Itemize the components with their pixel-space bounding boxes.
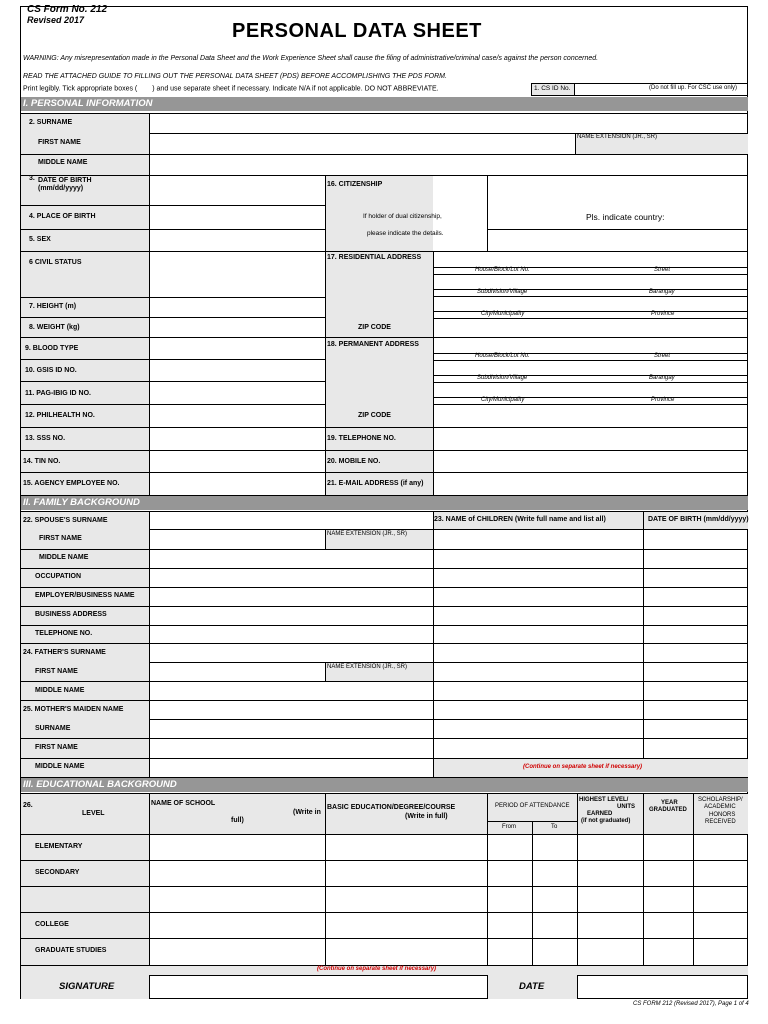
form-number: CS Form No. 212 — [27, 4, 108, 15]
pagibig-label: 11. PAG-IBIG ID NO. — [25, 390, 91, 397]
mother-first-name-label: FIRST NAME — [35, 744, 78, 751]
dob-number: 3. — [29, 175, 35, 182]
surname-field[interactable] — [150, 114, 748, 133]
gsis-field[interactable] — [150, 360, 325, 381]
father-middle-name-field[interactable] — [150, 682, 433, 700]
sex-field[interactable] — [150, 230, 325, 251]
dual-citizenship-text-2: please indicate the details. — [367, 230, 444, 237]
cs-id-note: (Do not fill up. For CSC use only) — [649, 85, 738, 91]
secondary-row-fields[interactable] — [150, 861, 748, 886]
agency-employee-label: 15. AGENCY EMPLOYEE NO. — [23, 480, 120, 487]
telephone-field[interactable] — [434, 428, 748, 450]
height-label: 7. HEIGHT (m) — [29, 303, 77, 310]
spouse-name-ext-label: NAME EXTENSION (JR., SR) — [327, 531, 408, 537]
country-field[interactable] — [488, 230, 748, 251]
school-header: NAME OF SCHOOL — [151, 800, 216, 807]
spouse-telephone-label: TELEPHONE NO. — [35, 630, 93, 637]
email-field[interactable] — [434, 473, 748, 495]
education-continue-note: (Continue on separate sheet if necessary) — [317, 966, 437, 972]
residential-zip-label: ZIP CODE — [358, 324, 391, 331]
year-graduated-header-2: GRADUATED — [649, 807, 687, 813]
blood-type-label: 9. BLOOD TYPE — [25, 345, 79, 352]
page-1-form — [20, 6, 748, 999]
civil-status-label: 6 CIVIL STATUS — [29, 259, 82, 266]
permanent-address-label: 18. PERMANENT ADDRESS — [327, 341, 419, 348]
section-educational-background: III. EDUCATIONAL BACKGROUND — [21, 778, 748, 792]
period-header: PERIOD OF ATTENDANCE — [495, 803, 570, 809]
father-first-name-field[interactable] — [150, 663, 325, 681]
scholarship-header-3: HONORS — [709, 812, 736, 818]
mother-surname-label: SURNAME — [35, 725, 71, 732]
permanent-zip-label: ZIP CODE — [358, 412, 391, 419]
highest-level-header-4: (if not graduated) — [581, 818, 631, 824]
pob-field[interactable] — [150, 206, 325, 229]
business-address-field[interactable] — [150, 607, 433, 625]
signature-label: SIGNATURE — [59, 981, 115, 992]
tin-label: 14. TIN NO. — [23, 458, 61, 465]
cs-id-label: 1. CS ID No. — [534, 85, 571, 92]
signature-field[interactable] — [150, 976, 487, 999]
indicate-country-label: Pls. indicate country: — [586, 212, 665, 222]
employer-field[interactable] — [150, 588, 433, 606]
subdivision-label: Subdivision/Village — [477, 375, 528, 381]
date-label: DATE — [519, 981, 545, 992]
philhealth-field[interactable] — [150, 405, 325, 427]
permanent-zip-field[interactable] — [434, 405, 748, 427]
dob-format: (mm/dd/yyyy) — [38, 185, 84, 192]
barangay-label: Barangay — [649, 289, 675, 295]
province-label: Province — [651, 397, 675, 403]
civil-status-field[interactable] — [150, 252, 325, 297]
street-label: Street — [654, 267, 671, 273]
tin-field[interactable] — [150, 451, 325, 472]
elementary-row-fields[interactable] — [150, 835, 748, 860]
father-surname-label: 24. FATHER'S SURNAME — [23, 649, 106, 656]
email-label: 21. E-MAIL ADDRESS (if any) — [327, 480, 424, 487]
sex-label: 5. SEX — [29, 236, 51, 243]
print-legibly-text: Print legibly. Tick appropriate boxes ( ) and use separate sheet if necessary. Indicate N/A if not applicable. DO NOT ABBREVIATE. — [23, 85, 439, 93]
height-field[interactable] — [150, 298, 325, 317]
spouse-surname-label: 22. SPOUSE'S SURNAME — [23, 517, 108, 524]
father-middle-name-label: MIDDLE NAME — [35, 687, 85, 694]
children-continue-note: (Continue on separate sheet if necessary) — [523, 764, 643, 770]
education-level-column — [21, 834, 149, 965]
from-header: From — [502, 824, 516, 830]
house-label: House/Block/Lot No. — [475, 353, 530, 359]
education-header-row — [21, 793, 748, 834]
section-personal-information: I. PERSONAL INFORMATION — [21, 97, 748, 111]
mother-first-name-field[interactable] — [150, 739, 433, 758]
first-name-field[interactable] — [150, 134, 575, 154]
dob-label: DATE OF BIRTH — [38, 177, 92, 184]
father-surname-field[interactable] — [150, 644, 433, 662]
name-extension-label: NAME EXTENSION (JR., SR) — [577, 134, 658, 140]
mother-middle-name-label: MIDDLE NAME — [35, 763, 85, 770]
vocational-row-fields[interactable] — [150, 887, 748, 912]
to-header: To — [551, 824, 558, 830]
scholarship-header-2: ACADEMIC — [704, 804, 736, 810]
street-label: Street — [654, 353, 671, 359]
revised-label: Revised 2017 — [27, 15, 85, 25]
scholarship-header-4: RECEIVED — [705, 819, 736, 825]
level-secondary: SECONDARY — [35, 869, 80, 876]
school-full: full) — [231, 817, 244, 824]
level-graduate-studies: GRADUATE STUDIES — [35, 947, 107, 954]
spouse-middle-name-field[interactable] — [150, 550, 433, 568]
sss-field[interactable] — [150, 428, 325, 450]
subdivision-label: Subdivision/Village — [477, 289, 528, 295]
label-column-mid — [325, 175, 433, 495]
tick-box — [141, 85, 148, 92]
spouse-telephone-field[interactable] — [150, 626, 433, 643]
blood-type-field[interactable] — [150, 338, 325, 359]
business-address-label: BUSINESS ADDRESS — [35, 611, 107, 618]
mother-middle-name-field[interactable] — [150, 759, 433, 777]
citizenship-field[interactable] — [488, 176, 748, 229]
city-label: City/Municipality — [481, 311, 525, 317]
section-family-background: II. FAMILY BACKGROUND — [21, 496, 748, 510]
spouse-first-name-label: FIRST NAME — [39, 535, 82, 542]
employer-label: EMPLOYER/BUSINESS NAME — [35, 592, 135, 599]
level-elementary: ELEMENTARY — [35, 843, 83, 850]
children-label: 23. NAME of CHILDREN (Write full name and list all) — [434, 516, 606, 523]
agency-employee-field[interactable] — [150, 473, 325, 495]
child-dob-label: DATE OF BIRTH (mm/dd/yyyy) — [648, 516, 749, 523]
date-field[interactable] — [578, 976, 748, 999]
scholarship-header-1: SCHOLARSHIP/ — [698, 797, 743, 803]
middle-name-label: MIDDLE NAME — [38, 159, 88, 166]
mother-maiden-label: 25. MOTHER'S MAIDEN NAME — [23, 706, 124, 713]
middle-name-field[interactable] — [150, 155, 748, 175]
mother-surname-field[interactable] — [150, 720, 433, 738]
residential-address-label: 17. RESIDENTIAL ADDRESS — [327, 254, 422, 261]
pob-label: 4. PLACE OF BIRTH — [29, 213, 96, 220]
pagibig-field[interactable] — [150, 382, 325, 404]
year-graduated-header-1: YEAR — [661, 800, 678, 806]
read-guide-text: READ THE ATTACHED GUIDE TO FILLING OUT THE PERSONAL DATA SHEET (PDS) BEFORE ACCOMPLISHING THE PDS FORM. — [23, 73, 447, 80]
spouse-surname-field[interactable] — [150, 512, 433, 529]
highest-level-header-2: UNITS — [617, 804, 635, 810]
page-title: PERSONAL DATA SHEET — [232, 20, 482, 42]
level-college: COLLEGE — [35, 921, 69, 928]
first-name-label: FIRST NAME — [38, 139, 81, 146]
weight-field[interactable] — [150, 318, 325, 337]
education-number: 26. — [23, 802, 33, 809]
occupation-label: OCCUPATION — [35, 573, 82, 580]
highest-level-header-1: HIGHEST LEVEL/ — [579, 797, 629, 803]
highest-level-header-3: EARNED — [587, 811, 613, 817]
father-name-ext-label: NAME EXTENSION (JR., SR) — [327, 664, 408, 670]
telephone-label: 19. TELEPHONE NO. — [327, 435, 396, 442]
mobile-field[interactable] — [434, 451, 748, 472]
father-first-name-label: FIRST NAME — [35, 668, 78, 675]
occupation-field[interactable] — [150, 569, 433, 587]
college-row-fields[interactable] — [150, 913, 748, 938]
spouse-first-name-field[interactable] — [150, 530, 325, 549]
residential-zip-field[interactable] — [434, 319, 748, 337]
house-label: House/Block/Lot No. — [475, 267, 530, 273]
gsis-label: 10. GSIS ID NO. — [25, 367, 77, 374]
course-header: BASIC EDUCATION/DEGREE/COURSE — [327, 804, 456, 811]
dob-field[interactable] — [150, 176, 325, 205]
school-write-in: (Write in — [293, 809, 321, 816]
sss-label: 13. SSS NO. — [25, 435, 66, 442]
graduate-studies-row-fields[interactable] — [150, 939, 748, 965]
dual-citizenship-text-1: If holder of dual citizenship, — [363, 213, 442, 220]
philhealth-label: 12. PHILHEALTH NO. — [25, 412, 95, 419]
barangay-label: Barangay — [649, 375, 675, 381]
warning-text: WARNING: Any misrepresentation made in the Personal Data Sheet and the Work Experience Sheet shall cause the filing of administrative/criminal case/s against the person concerned. — [23, 55, 599, 62]
course-write-in: (Write in full) — [405, 813, 448, 820]
page-footer-note: CS FORM 212 (Revised 2017), Page 1 of 4 — [633, 1001, 749, 1007]
mobile-label: 20. MOBILE NO. — [327, 458, 381, 465]
citizenship-label: 16. CITIZENSHIP — [327, 181, 383, 188]
weight-label: 8. WEIGHT (kg) — [29, 324, 80, 331]
surname-label: 2. SURNAME — [29, 119, 73, 126]
city-label: City/Municipality — [481, 397, 525, 403]
province-label: Province — [651, 311, 675, 317]
level-header: LEVEL — [82, 810, 105, 817]
spouse-middle-name-label: MIDDLE NAME — [39, 554, 89, 561]
